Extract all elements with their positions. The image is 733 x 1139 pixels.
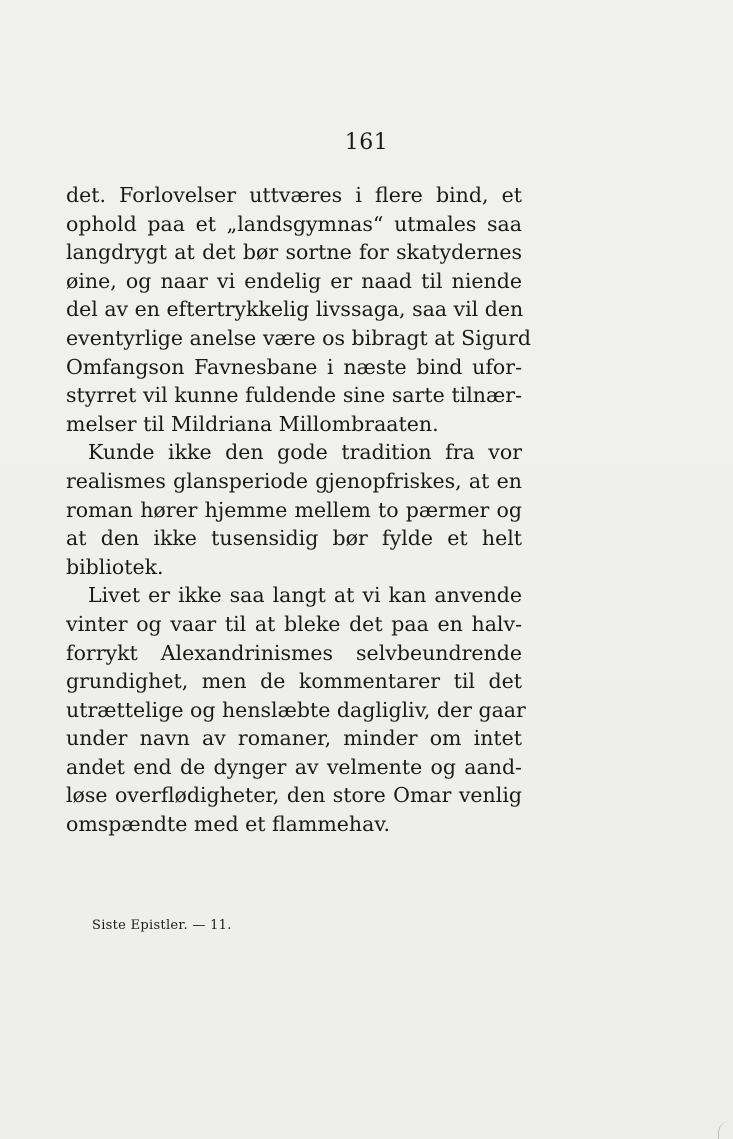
text-line: del av en eftertrykkelig livssaga, saa vil den xyxy=(66,297,524,322)
text-line: roman hører hjemme mellem to pærmer og xyxy=(66,497,522,522)
text-line: andet end de dynger av velmente og aand- xyxy=(66,754,522,779)
page-corner-curl xyxy=(718,1121,733,1139)
text-line: Omfangson Favnesbane i næste bind ufor- xyxy=(66,354,522,379)
text-line: øine, og naar vi endelig er naad til niende xyxy=(66,268,522,293)
text-line: under navn av romaner, minder om intet xyxy=(66,726,522,751)
page-number: 161 xyxy=(344,130,389,155)
text-line: utrættelige og henslæbte dagligliv, der gaar xyxy=(66,697,526,722)
text-line: Kunde ikke den gode tradition fra vor xyxy=(88,440,522,465)
body-text xyxy=(66,181,532,839)
text-line: realismes glansperiode gjenopfriskes, at en xyxy=(66,468,522,493)
text-line: Livet er ikke saa langt at vi kan anvende xyxy=(88,583,522,608)
text-line: det. Forlovelser uttværes i flere bind, et xyxy=(66,183,522,207)
text-line: styrret vil kunne fuldende sine sarte tilnær- xyxy=(66,383,522,408)
text-line: omspændte med et flammehav. xyxy=(66,812,390,837)
text-line: langdrygt at det bør sortne for skatydernes xyxy=(66,240,522,265)
text-line: eventyrlige anelse være os bibragt at Sigurd xyxy=(66,325,532,350)
text-line: løse overflødigheter, den store Omar venlig xyxy=(66,783,522,808)
page-footer-signature: Siste Epistler. — 11. xyxy=(92,918,232,933)
text-line: ophold paa et „landsgymnas“ utmales saa xyxy=(66,211,522,236)
text-line: forrykt Alexandrinismes selvbeundrende xyxy=(66,640,522,665)
text-line: at den ikke tusensidig bør fylde et helt xyxy=(66,526,522,551)
text-line: bibliotek. xyxy=(66,554,164,579)
text-line: melser til Mildriana Millombraaten. xyxy=(66,411,439,436)
text-line: grundighet, men de kommentarer til det xyxy=(66,669,522,694)
text-line: vinter og vaar til at bleke det paa en halv- xyxy=(66,611,522,636)
